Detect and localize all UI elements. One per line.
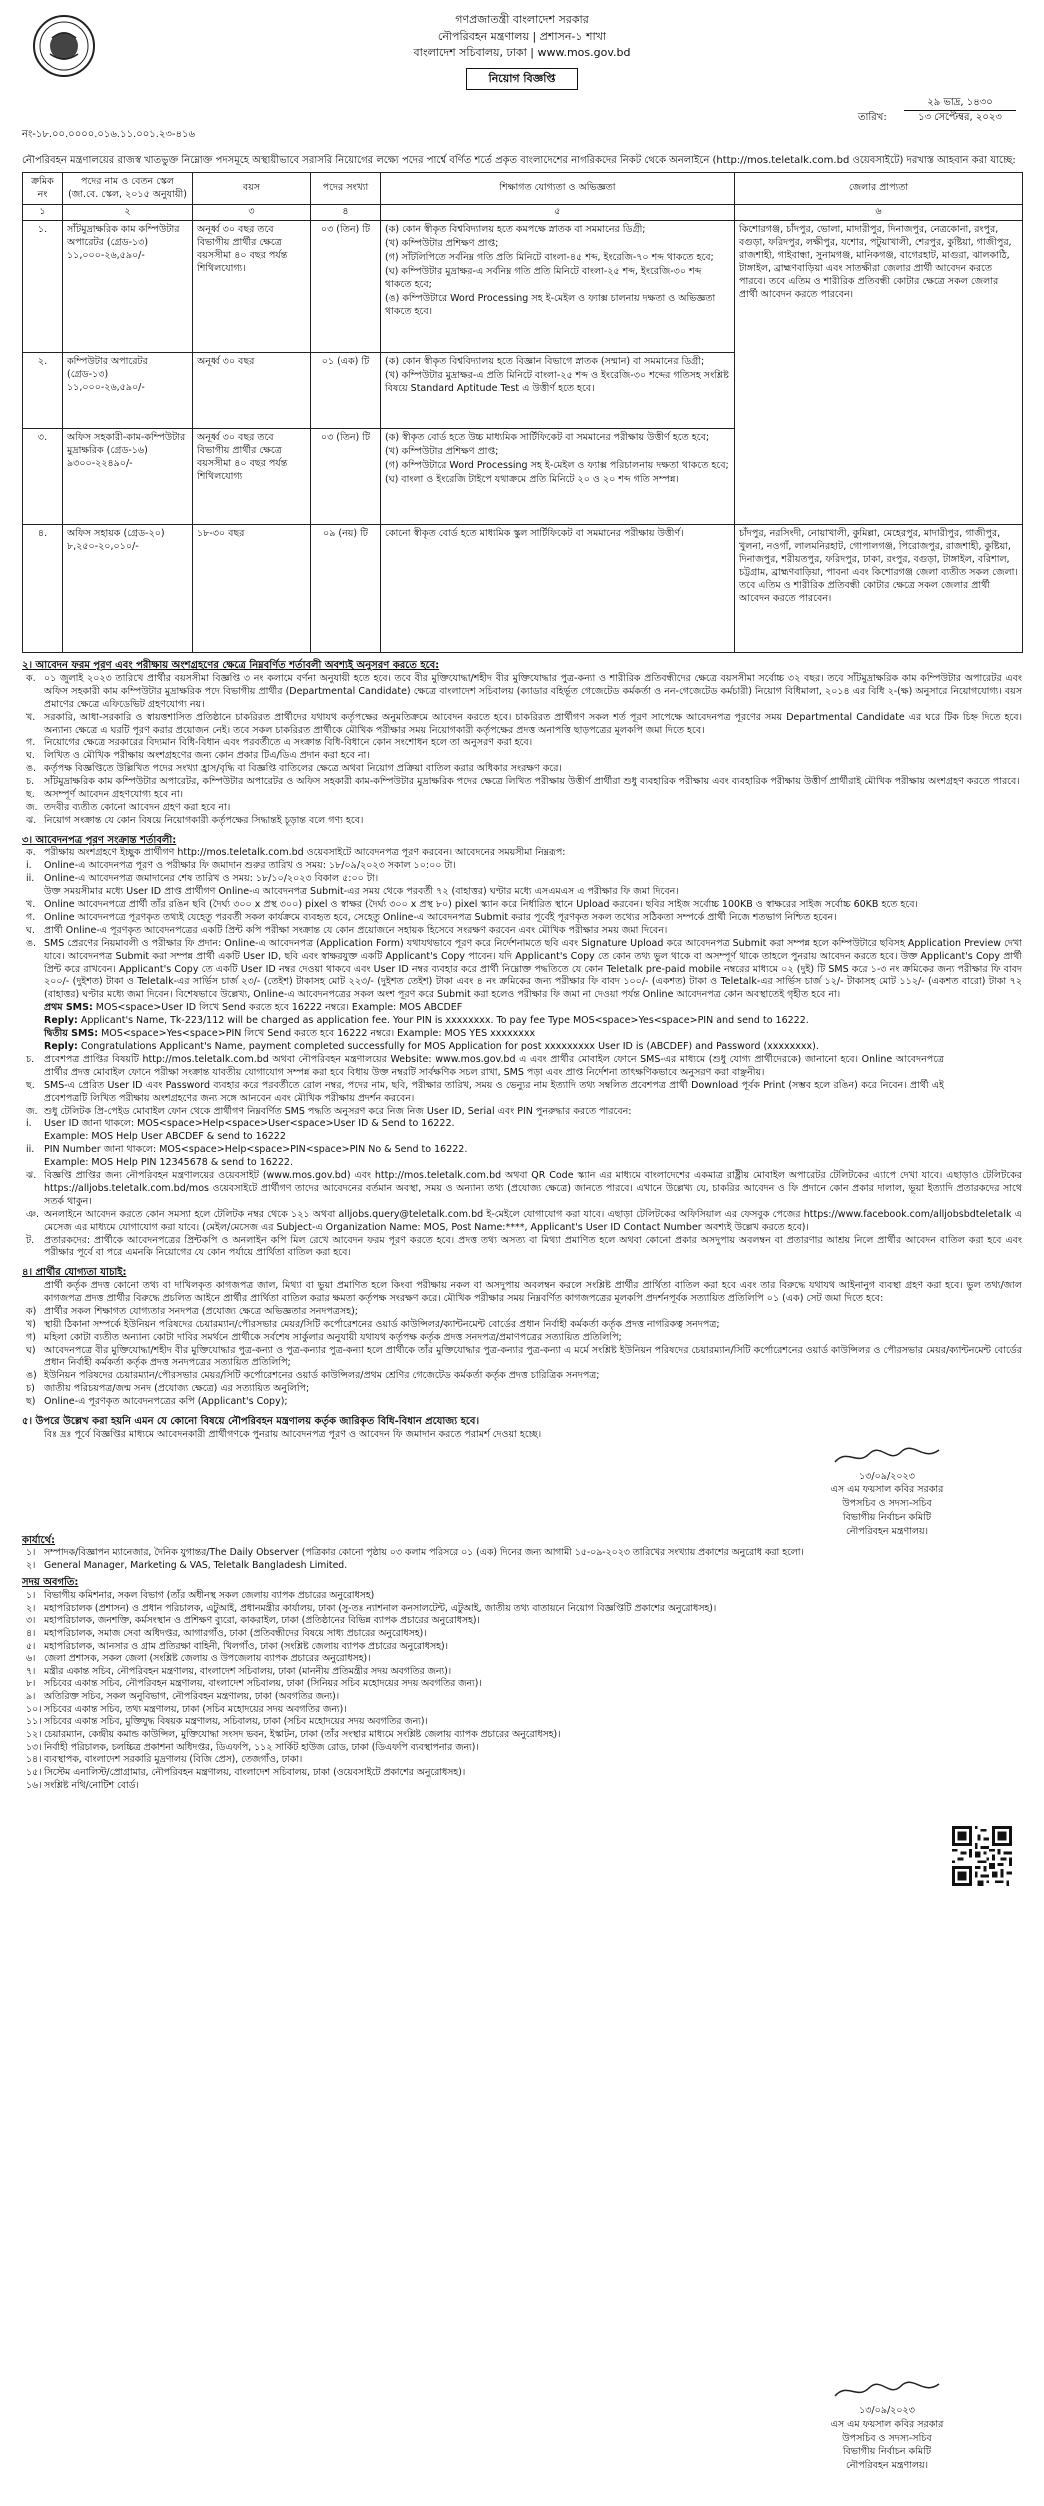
- item-marker: i.: [26, 860, 32, 872]
- signatory-name: এস এম ফয়সাল কবির সরকার: [830, 2418, 944, 2430]
- letterhead: [22, 10, 1022, 152]
- list-item: [22, 1144, 944, 1157]
- item-text: সরকারি, আধা-সরকারি ও স্বায়ত্তশাসিত প্রতিষ্ঠানে চাকরিরত প্রার্থীদের যথাযথ কর্তৃপক্ষের অনুমতিক্রমে আবেদন করতে হবে। চাকরিরত প্রার্থীগণ সকল শর্ত পূরণ সাপেক্ষে আবেদনপত্র পূরণের সময় Departmental Candidate এর ঘরে টিক চিহ্ন দিতে হবে। অন্যান্য ক্ষেত্রে এ ঘরটি পূরণ করার প্রয়োজন নেই। তবে সকল চাকরিরত প্রার্থীকে মৌখিক পরীক্ষার সময় নিয়োগকারী কর্তৃপক্ষের প্রদত্ত অনাপত্তি ছাড়পত্রের মূলকপি জমা দিতে হবে।: [44, 711, 1022, 736]
- item-text: মন্ত্রীর একান্ত সচিব, নৌপরিবহন মন্ত্রণালয়, বাংলাদেশ সচিবালয়, ঢাকা (মাননীয় প্রতিমন্ত্রীর সদয় অবগতির জন্য)।: [44, 1665, 452, 1677]
- row-count: ০১ (এক) টি: [311, 353, 381, 429]
- list-item: [22, 1628, 792, 1641]
- item-text: চেয়ারম্যান, কেন্দ্রীয় কমান্ড কাউন্সিল, মুক্তিযোদ্ধা সংসদ ভবন, ইস্কাটন, ঢাকা (তাঁর সংস্থার মাধ্যমে সংশ্লিষ্ট জেলায় ব্যাপক প্রচারের অনুরোধসহ)।: [44, 1729, 561, 1741]
- item-text: তদবীর ব্যতীত কোনো আবেদন গ্রহণ করা হবে না।: [44, 801, 231, 813]
- sms-label: Reply:: [44, 1015, 78, 1027]
- row-district: কিশোরগঞ্জ, চাঁদপুর, ভোলা, মাদারীপুর, দিনাজপুর, নেত্রকোনা, রংপুর, বগুড়া, ফরিদপুর, লক্ষীপুর, যশোর, পটুয়াখালী, শেরপুর, কুষ্টিয়া, গাজীপুর, রাজশাহী, গাইবান্ধা, সুনামগঞ্জ, মানিকগঞ্জ, বাগেরহাট, মাগুরা, ঝালকাঠি, টাঙ্গাইল, ব্রাহ্মণবাড়িয়া এবং সাতক্ষীরা জেলার প্রার্থী আবেদন করতে পারবে। তবে এতিম ও শারীরিক প্রতিবন্ধী কোটার ক্ষেত্রে সকল জেলার প্রার্থী আবেদন করতে পারবেন।: [735, 221, 1023, 525]
- sms-label: দ্বিতীয় SMS:: [44, 1028, 99, 1040]
- signature-icon: [827, 2378, 947, 2404]
- item-marker: ছ.: [26, 789, 35, 801]
- list-item: [22, 673, 1022, 712]
- section-five: ৫। উপরে উল্লেখ করা হয়নি এমন যে কোনো বিষয়ে নৌপরিবহন মন্ত্রণালয় কর্তৃক জারিকৃত বিধি-বিধান প্রযোজ্য হবে।: [22, 1416, 480, 1428]
- row-count: ০৯ (নয়) টি: [311, 525, 381, 653]
- item-marker: ৯।: [26, 1691, 36, 1703]
- item-text: Online-এ আবেদনপত্র জমাদানের শেষ তারিখ ও সময়: ১৮/১০/২০২৩ বিকাল ৫:০০ টা।: [44, 873, 379, 885]
- list-item: [22, 1235, 1022, 1261]
- notice-title: নিয়োগ বিজ্ঞপ্তি: [466, 68, 579, 91]
- criteria-line: (খ) কম্পিউটার মুদ্রাক্ষর-এ প্রতি মিনিটে বাংলা-২৫ শব্দ ও ইংরেজি-৩০ শব্দের গতিসহ সংশ্লিষ্ট বিষয়ে Standard Aptitude Test এ উত্তীর্ণ হতে হবে।: [385, 370, 729, 395]
- section-eligibility: [22, 1266, 1022, 1441]
- sms-text: MOS<space>User ID লিখে Send করতে হবে 16222 নম্বরে। Example: MOS ABCDEF: [95, 1002, 463, 1014]
- list-item: [22, 1603, 792, 1616]
- row-criteria: [381, 353, 735, 429]
- item-marker: ১৬।: [26, 1779, 42, 1791]
- item-text: অসম্পূর্ণ আবেদন গ্রহণযোগ্য হবে না।: [44, 789, 183, 801]
- signatory-designation: উপসচিব ও সদস্য-সচিব: [842, 2432, 932, 2444]
- item-text: অনলাইনে আবেদন করতে কোন সমস্যা হলে টেলিটক নম্বর থেকে ১২১ অথবা alljobs.query@teletalk.com.bd ই-মেইলে যোগাযোগ করা যাবে। এছাড়া টেলিটকের অফিসিয়াল এর ফেসবুক পেজের https://www.facebook.com/alljobsbdteletalk এ মেসেজ এর মাধ্যমে যোগাযোগ করা যাবে। (মেইল/মেসেজ এর Subject-এ Organization Name: MOS, Post Name:****, Applicant's User ID Contact Number অবশ্যই উল্লেখ করতে হবে)।: [44, 1208, 1022, 1233]
- row-post: কম্পিউটার অপারেটর (গ্রেড-১৩) ১১,০০০-২৬,৫৯০/-: [63, 353, 193, 429]
- item-text: মহাপরিচালক, জনশক্তি, কর্মসংস্থান ও প্রশিক্ষণ ব্যুরো, কাকরাইল, ঢাকা (প্রতিষ্ঠানের বিভিন্ন ব্যাপক প্রচারের অনুরোধসহ)।: [44, 1615, 480, 1627]
- item-marker: ঞ.: [26, 1208, 40, 1220]
- item-text: বিভাগীয় কমিশনার, সকল বিভাগ (তাঁর অধীনস্থ সকল জেলায় ব্যাপক প্রচারের অনুরোধসহ): [44, 1590, 375, 1601]
- distribution-info: [22, 1576, 1022, 1792]
- ministry-name: নৌপরিবহন মন্ত্রণালয় | প্রশাসন-১ শাখা: [437, 29, 607, 43]
- list-item: [22, 1678, 792, 1691]
- list-item: [22, 1306, 1022, 1319]
- list-item: [22, 1729, 792, 1742]
- item-text: ০১ জুলাই ২০২৩ তারিখে প্রার্থীর বয়সসীমা বিজ্ঞপ্তি ৩ নং কলামে বর্ণনা অনুযায়ী হতে হবে। তবে বীর মুক্তিযোদ্ধা/শহীদ বীর মুক্তিযোদ্ধার পুত্র-কন্যা ও শারীরিক প্রতিবন্ধীদের ক্ষেত্রে বয়সসীমা সর্বোচ্চ ৩২ বছর। তবে সাঁটমুদ্রাক্ষরিক কাম কম্পিউটার অপারেটর এবং অফিস সহকারী কাম কম্পিউটার মুদ্রাক্ষরিক পদে বিভাগীয় প্রার্থীর (Departmental Candidate) ক্ষেত্রে বাংলাদেশ সচিবালয় (ক্যাডার বহির্ভূত গেজেটেড কর্মকর্তা ও নন-গেজেটেড কর্মচারী) নিয়োগ বিধিমালা, ২০১৪ এর বিধি ২-(ক্ষ) অনুসারে নিয়োগযোগ্য। বয়স প্রমাণের ক্ষেত্রে এফিডেভিট গ্রহণযোগ্য নয়।: [44, 672, 1022, 710]
- item-text: Online আবেদনপত্রে পূরণকৃত তথ্যই যেহেতু পরবর্তী সকল কার্যক্রমে ব্যবহৃত হবে, সেহেতু Online-এ আবেদনপত্র Submit করার পূর্বেই পূরণকৃত সকল তথ্যের সঠিকতা সম্পর্কে প্রার্থী নিজে শতভাগ নিশ্চিত হবেন।: [44, 911, 837, 923]
- signatory-committee: বিভাগীয় নির্বাচন কমিটি: [842, 2446, 932, 2458]
- column-number: ৩: [193, 205, 311, 221]
- note: [22, 1429, 1022, 1442]
- item-marker: খ): [26, 1318, 36, 1330]
- column-number: ৪: [311, 205, 381, 221]
- criteria-line: (ক) কোন স্বীকৃত বিশ্ববিদ্যালয় হতে কমপক্ষে স্নাতক বা সমমানের ডিগ্রী;: [385, 224, 646, 236]
- sms-text: Applicant's Name, Tk-223/112 will be charged as application fee. Your PIN is xxxxxxxx. To pay fee Type MOS<space>Yes<space>PIN and send to 16222.: [80, 1015, 809, 1027]
- list-item: [22, 1118, 944, 1131]
- sms-instruction: [22, 1015, 1022, 1028]
- list-item: [22, 750, 1022, 763]
- list-item: [22, 899, 1022, 912]
- list-item: [22, 925, 1022, 938]
- list-item: [22, 1396, 1022, 1409]
- column-number: ৫: [381, 205, 735, 221]
- list-item: [22, 1080, 944, 1106]
- date-english: ১৩ সেপ্টেম্বর, ২০২৩: [918, 111, 1002, 123]
- item-marker: ক): [26, 1305, 37, 1317]
- item-text: Online আবেদনপত্রে প্রার্থী তাঁর রঙিন ছবি (দৈর্ঘ্য ৩০০ x প্রস্থ ৩০০) pixel ও স্বাক্ষর (দৈর্ঘ্য ৩০০ x প্রস্থ ৮০) pixel স্ক্যান করে নির্ধারিত স্থানে Upload করবেন। ছবির সাইজ সর্বোচ্চ 100KB ও স্বাক্ষরের সাইজ সর্বোচ্চ 60KB হতে হবে।: [44, 899, 918, 910]
- row-serial: ৩.: [23, 429, 63, 525]
- list-item: [22, 1345, 1022, 1371]
- row-age: ১৮-৩০ বছর: [193, 525, 311, 653]
- row-serial: ৪.: [23, 525, 63, 653]
- item-marker: জ.: [26, 801, 38, 813]
- item-marker: ৮।: [26, 1678, 36, 1690]
- item-marker: ২।: [26, 1602, 36, 1614]
- section-title: ৩। আবেদনপত্র পূরণ সংক্রান্ত শর্তাবলী:: [22, 834, 177, 846]
- item-marker: [22, 1157, 44, 1170]
- list-item: [22, 1170, 1022, 1209]
- item-text: SMS-এ প্রেরিত User ID এবং Password ব্যবহার করে পরবর্তীতে রোল নম্বর, পদের নাম, ছবি, পরীক্ষার তারিখ, সময় ও ভেন্যুর নাম ইত্যাদি তথ্য সম্বলিত প্রবেশপত্র প্রার্থী Download পূর্বক Print (সম্ভব হলে রঙিন) করে নিবেন। প্রার্থী এই প্রবেশপত্রটি লিখিত পরীক্ষায় অংশগ্রহণের জন্য সঙ্গে আনবেন এবং মৌখিক পরীক্ষায় প্রদর্শন করবেন।: [44, 1079, 944, 1104]
- item-marker: ঘ.: [26, 750, 35, 762]
- item-text: প্রার্থী Online-এ পূরণকৃত আবেদনপত্রের একটি প্রিন্ট কপি পরীক্ষা সংক্রান্ত যে কোন প্রয়োজনে সহায়ক হিসেবে সংরক্ষণ করবেন এবং মৌখিক পরীক্ষার সময় জমা দিবেন।: [44, 924, 668, 936]
- item-text: সাঁটমুদ্রাক্ষরিক কাম কম্পিউটার অপারেটর, কম্পিউটার অপারেটর ও অফিস সহকারী কাম-কম্পিউটার মুদ্রাক্ষরিক পদের ক্ষেত্রে লিখিত পরীক্ষায় উত্তীর্ণ প্রার্থীরা শুধু ব্যবহারিক পরীক্ষায় এবং ব্যবহারিক পরীক্ষায় উত্তীর্ণ প্রার্থীরাই মৌখিক পরীক্ষায় অংশগ্রহণ করতে পারবে।: [44, 776, 1020, 788]
- signature-icon: [827, 1444, 947, 1470]
- row-count: ০৩ (তিন) টি: [311, 429, 381, 525]
- item-text: প্রার্থী কর্তৃক প্রদত্ত কোনো তথ্য বা দাখিলকৃত কাগজপত্র জাল, মিথ্যা বা ভুয়া প্রমাণিত হলে কিংবা পরীক্ষায় নকল বা অসদুপায় অবলম্বন করলে সংশ্লিষ্ট প্রার্থীর প্রার্থিতা বাতিল করা হবে এবং তার বিরুদ্ধে যথাযথ আইনানুগ ব্যবস্থা গ্রহণ করা হবে। ভুল তথ্য/জাল কাগজপত্র প্রদত্ত প্রার্থীর বিরুদ্ধে প্রচলিত আইনে প্রার্থীর প্রার্থিতা বাতিল করার ক্ষমতা কর্তৃপক্ষ সংরক্ষণ করে। মৌখিক পরীক্ষার সময় নিম্নবর্ণিত কাগজপত্রের মূলকপি প্রদর্শনপূর্বক সত্যায়িত প্রতিলিপি ০১ (এক) সেট জমা দিতে হবে:: [44, 1279, 1022, 1304]
- date-bangla: ২৯ ভাদ্র, ১৪৩০: [904, 96, 1016, 111]
- column-number: ১: [23, 205, 63, 221]
- item-text: বিজ্ঞপ্তি প্রাপ্তির জন্য নৌপরিবহন মন্ত্রণালয়ের ওয়েবসাইট (www.mos.gov.bd) এবং http://mos.teletalk.com.bd অথবা QR Code স্ক্যান এর মাধ্যমে বাংলাদেশের একমাত্র রাষ্ট্রীয় মোবাইল অপারেটর টেলিটকের এ্যাপে দেখা যাবে। এছাড়াও টেলিটকের https://alljobs.teletalk.com.bd/mos ওয়েবসাইটে প্রার্থীগণ তাদের আবেদনের বর্তমান অবস্থা, সময় ও অন্যান্য তথ্য (প্রযোজ্য ক্ষেত্রে) জানতে পারবে। এখানে উল্লেখ্য যে, চাকরির আবেদন ও ফি প্রদানে কোন প্রকার দালাল, ভূয়া ইত্যাদি প্রতারকদের সাথে সতর্ক থাকুন।: [44, 1170, 1022, 1207]
- qr-code-icon[interactable]: [952, 1826, 1012, 1886]
- list-item: [22, 1754, 792, 1767]
- criteria-line: (ঘ) বাংলা ও ইংরেজি টাইপে যথাক্রমে প্রতি মিনিটে ২০ ও ২০ শব্দ গতি সম্পন্ন।: [385, 474, 679, 486]
- item-marker: খ.: [26, 899, 36, 910]
- list-item: [22, 1780, 792, 1793]
- signature-area-1: [22, 1442, 1022, 1537]
- item-marker: [22, 1131, 44, 1144]
- section-title: ৪। প্রার্থীর যোগ্যতা যাচাই:: [22, 1267, 127, 1279]
- item-marker: গ): [26, 1331, 36, 1343]
- item-text: SMS প্রেরণের নিয়মাবলী ও পরীক্ষার ফি প্রদান: Online-এ আবেদনপত্র (Application Form) যথাযথভাবে পূরণ করে নির্দেশনামতে ছবি এবং Signature Upload করে আবেদনপত্র Submit করা সম্পন্ন হলে কম্পিউটারে ছবিসহ Application Preview দেখা যাবে। আবেদনপত্র Submit করা সম্পন্ন প্রার্থী একটি User ID, ছবি এবং স্বাক্ষরযুক্ত একটি Applicant's Copy পাবেন। যদি Applicant's Copy তে কোন তথ্য ভুল থাকে বা অসম্পূর্ণ থাকে তাহলে পুনরায় আবেদন করতে হবে। উক্ত Applicant's Copy প্রার্থী প্রিন্ট করে রাখবেন। Applicant's Copy তে একটি User ID নম্বর দেওয়া থাকবে এবং User ID নম্বর ব্যবহার করে প্রার্থী নিম্নোক্ত পদ্ধতিতে যে কোন Teletalk pre-paid mobile নম্বরের মাধ্যমে ০২ (দুই) টি SMS করে ১-৩ নং ক্রমিকের জন্য পরীক্ষার ফি বাবদ ২০০/- (দুইশত) টাকা ও Teletalk-এর সার্ভিস চার্জ ২৩/- (তেইশ) টাকাসহ মোট ২২৩/- (দুইশত তেইশ) টাকা এবং ৪ নং ক্রমিকের জন্য পরীক্ষার ফি বাবদ ১০০/- (একশত) টাকা ও Teletalk-এর সার্ভিস চার্জ ১২/- টাকাসহ মোট ১১২/- (একশত বারো) টাকা ৭২ (বাহাত্তর) ঘণ্টার মধ্যে জমা দিবেন। বিশেষভাবে উল্লেখ্য, Online-এ আবেদনপত্রের সকল অংশ পূরণ করে Submit করা হলেও পরীক্ষার ফি জমা না দেওয়া পর্যন্ত Online আবেদনপত্র কোন অবস্থাতেই গৃহীত হবে না।: [44, 937, 1022, 1001]
- item-text: স্থায়ী ঠিকানা সম্পর্কে ইউনিয়ন পরিষদের চেয়ারম্যান/পৌরসভার মেয়র/সিটি কর্পোরেশনের ওয়ার্ড কাউন্সিলর/ক্যান্টনমেন্ট বোর্ডের প্রধান নির্বাহী কর্মকর্তা কর্তৃক প্রদত্ত নাগরিকত্ব সনদপত্র;: [44, 1318, 720, 1330]
- list-item: [22, 1641, 792, 1654]
- list-item: [22, 763, 1022, 776]
- item-text: Example: MOS Help PIN 12345678 & send to 16222.: [44, 1157, 293, 1169]
- document-page: [22, 10, 1022, 2496]
- item-marker: ২।: [26, 1559, 36, 1571]
- list-item: [22, 1742, 792, 1755]
- column-number: ২: [63, 205, 193, 221]
- note-text: বিঃ দ্রঃ পূর্বে বিজ্ঞপ্তির মাধ্যমে আবেদনকারী প্রার্থীগণকে পুনরায় আবেদনপত্র পূরণ ও আবেদন ফি জমাদান করতে পরামর্শ দেওয়া হচ্ছে।: [44, 1428, 542, 1440]
- criteria-line: (গ) কম্পিউটারে Word Processing সহ ই-মেইল ও ফ্যাক্স পরিচালনায় দক্ষতা থাকতে হবে;: [385, 460, 729, 472]
- item-text: জাতীয় পরিচয়পত্র/জন্ম সনদ (প্রযোজ্য ক্ষেত্রে) এর সত্যায়িত অনুলিপি;: [44, 1383, 310, 1395]
- item-text: লিখিত ও মৌখিক পরীক্ষায় অংশগ্রহণের জন্য কোন প্রকার টিএ/ডিএ প্রদান করা হবে না।: [44, 750, 370, 762]
- list-item: [22, 1209, 1022, 1235]
- list-item: [22, 1653, 792, 1666]
- intro-paragraph: নৌপরিবহন মন্ত্রণালয়ের রাজস্ব খাতভুক্ত নিম্নোক্ত পদসমূহে অস্থায়ীভাবে সরাসরি নিয়োগের লক্ষ্যে পদের পার্শ্বে বর্ণিত শর্তে প্রকৃত বাংলাদেশের নাগরিকদের নিকট থেকে অনলাইনে (http://mos.teletalk.com.bd ওয়েবসাইটে) দরখাস্ত আহবান করা যাচ্ছে:: [22, 155, 1016, 166]
- list-item: [22, 1615, 792, 1628]
- signatory-ministry: নৌপরিবহন মন্ত্রণালয়।: [845, 2460, 929, 2472]
- item-text: General Manager, Marketing & VAS, Teletalk Bangladesh Limited.: [44, 1559, 348, 1571]
- item-marker: ১।: [26, 1590, 36, 1601]
- item-text: প্রবেশপত্র প্রাপ্তির বিষয়টি http://mos.teletalk.com.bd অথবা নৌপরিবহন মন্ত্রণালয়ের Website: www.mos.gov.bd এ এবং প্রার্থীর মোবাইল ফোনে SMS-এর মাধ্যমে (শুধু যোগ্য প্রার্থীদেরকে) জানানো হবে। Online আবেদনপত্রে প্রার্থীর প্রদত্ত মোবাইল ফোনে পরীক্ষা সংক্রান্ত যাবতীয় যোগাযোগ সম্পন্ন করা হবে বিধায় উক্ত নম্বরটি সার্বক্ষণিক সচল রাখা, SMS পড়া এবং প্রাপ্ত নির্দেশনা তাৎক্ষণিকভাবে অনুসরণ করা বাঞ্ছনীয়।: [44, 1053, 944, 1078]
- row-age: অনূর্ধ্ব ৩০ বছর: [193, 353, 311, 429]
- row-post: অফিস সহায়ক (গ্রেড-২০) ৮,২৫০-২০,০১০/-: [63, 525, 193, 653]
- item-text: সম্পাদক/বিজ্ঞাপন ম্যানেজার, দৈনিক যুগান্তর/The Daily Observer (পত্রিকার কোনো পৃষ্ঠায় ০৩ কলাম পরিসরে ০১ (এক) দিনের জন্য আগামী ১৫-০৯-২০২৩ তারিখের সংখ্যায় প্রকাশের অনুরোধ করা হলো।: [44, 1547, 804, 1559]
- criteria-line: (গ) সাঁটলিপিতে সর্বনিম্ন গতি প্রতি মিনিটে বাংলা-৪৫ শব্দ, ইংরেজি-৭০ শব্দ থাকতে হবে;: [385, 252, 714, 264]
- item-marker: ৫।: [26, 1640, 36, 1652]
- item-marker: ঙ.: [26, 763, 36, 775]
- government-seal-icon: [32, 14, 96, 78]
- list-item: [22, 938, 1022, 1003]
- item-marker: ৭।: [26, 1665, 36, 1677]
- item-text: Online-এ পূরণকৃত আবেদনপত্রের কপি (Applicant's Copy);: [44, 1396, 288, 1408]
- signatory-name: এস এম ফয়সাল কবির সরকার: [830, 1484, 944, 1496]
- sms-instruction: [22, 1002, 1022, 1015]
- item-text: কর্তৃপক্ষ বিজ্ঞপ্তিতে উল্লিখিত পদের সংখ্যা হ্রাস/বৃদ্ধি বা বিজ্ঞপ্তি বাতিলের ক্ষেত্রে অথবা নিয়োগ প্রক্রিয়া বাতিল করার অধিকার সংরক্ষণ করে।: [44, 763, 562, 775]
- row-serial: ১.: [23, 221, 63, 353]
- signature-date: ১৩/০৯/২০২৩: [859, 2405, 915, 2416]
- list-item: [22, 1767, 792, 1780]
- row-post: সাঁটমুদ্রাক্ষরিক কাম কম্পিউটার অপারেটর (গ্রেড-১৩) ১১,০০০-২৬,৫৯০/-: [63, 221, 193, 353]
- sms-text: MOS<space>Yes<space>PIN লিখে Send করতে হবে 16222 নম্বরে। Example: MOS YES xxxxxxxx: [101, 1028, 536, 1040]
- list-item: [22, 847, 1022, 860]
- criteria-line: কোনো স্বীকৃত বোর্ড হতে মাধ্যমিক স্কুল সার্টিফিকেট বা সমমানের পরীক্ষায় উত্তীর্ণ।: [385, 528, 684, 540]
- posts-table: [22, 172, 1023, 654]
- item-marker: ট.: [26, 1234, 35, 1246]
- header-count: পদের সংখ্যা: [311, 172, 381, 205]
- criteria-line: (ঘ) কম্পিউটার মুদ্রাক্ষর-এ সর্বনিম্ন গতি প্রতি মিনিটে বাংলা-২৫ শব্দ, ইংরেজি-৩০ শব্দ থাকতে হবে;: [385, 266, 702, 290]
- list-item: [22, 912, 1022, 925]
- item-text: অতিরিক্ত সচিব, সকল অনুবিভাগ, নৌপরিবহন মন্ত্রণালয়, ঢাকা (অবগতির জন্য)।: [44, 1691, 340, 1703]
- item-marker: ১১।: [26, 1716, 42, 1728]
- memo-number: নং-১৮.০০.০০০০.০১৬.১১.০০১.২৩-৪১৬: [22, 129, 195, 140]
- row-criteria: [381, 429, 735, 525]
- column-number: ৬: [735, 205, 1023, 221]
- date-block: [858, 96, 1016, 124]
- item-text: পরীক্ষায় অংশগ্রহণে ইচ্ছুক প্রার্থীগণ http://mos.teletalk.com.bd ওয়েবসাইটে আবেদনপত্র পূরণ করবেন। আবেদনের সময়সীমা নিম্নরূপ:: [44, 847, 566, 859]
- item-marker: ৬।: [26, 1653, 36, 1665]
- list-item: [22, 1383, 1022, 1396]
- item-marker: ii.: [26, 873, 35, 885]
- item-text: Online-এ আবেদনপত্র পূরণ ও পরীক্ষার ফি জমাদান শুরুর তারিখ ও সময়: ১৮/০৯/২০২৩ সকাল ১০:০০ টা।: [44, 860, 456, 872]
- item-text: PIN Number জানা থাকলে: MOS<space>Help<space>PIN<space>PIN No & Send to 16222.: [44, 1144, 468, 1156]
- list-item: [22, 815, 1022, 828]
- item-text: মহিলা কোটা ব্যতীত অন্যান্য কোটা দাবির সমর্থনে প্রার্থীকে সর্বশেষ সার্কুলার অনুযায়ী যথাযথ কর্তৃপক্ষ কর্তৃক প্রদত্ত সনদপত্র/প্রমাণপত্রের সত্যায়িত প্রতিলিপি;: [44, 1331, 622, 1343]
- list-item: [22, 1666, 792, 1679]
- item-marker: জ.: [26, 1105, 38, 1117]
- item-marker: [22, 886, 44, 899]
- item-text: জেলা প্রশাসক, সকল জেলা (সংশ্লিষ্ট জেলায় ও উপজেলায় ব্যাপক প্রচারের অনুরোধসহ)।: [44, 1653, 371, 1665]
- list-item: [22, 1319, 1022, 1332]
- item-text: আবেদনপত্রে বীর মুক্তিযোদ্ধা/শহীদ বীর মুক্তিযোদ্ধার পুত্র-কন্যা ও পুত্র-কন্যার পুত্র-কন্যা হলে প্রার্থীকে তাঁর মুক্তিযোদ্ধার পুত্র-কন্যার পুত্র-কন্যা এ মর্মে সংশ্লিষ্ট ইউনিয়ন পরিষদের চেয়ারম্যান/সিটি কর্পোরেশনের ওয়ার্ড কাউন্সিলর ও পৌরসভার মেয়র/ক্যান্টনমেন্ট বোর্ডের প্রধান নির্বাহী কর্মকর্তা কর্তৃক প্রদত্ত সনদপত্রের সত্যায়িত প্রতিলিপি;: [44, 1344, 1022, 1369]
- row-count: ০৩ (তিন) টি: [311, 221, 381, 353]
- item-text: মহাপরিচালক (প্রশাসন) ও প্রধান পরিচালক, এটুআই, প্রধানমন্ত্রীর কার্যালয়, ঢাকা (সু-তঃ ন্যাশনাল কনসালটেন্ট, এটুআই, জাতীয় তথ্য বাতায়নে নিয়োগ বিজ্ঞপ্তিটি প্রকাশের অনুরোধসহ)।: [44, 1602, 717, 1614]
- sms-instruction: [22, 1041, 1022, 1054]
- item-marker: ১৩।: [26, 1741, 42, 1753]
- item-marker: ছ.: [26, 1079, 35, 1091]
- item-text: নির্বাহী পরিচালক, চলচ্চিত্র প্রকাশনা অধিদপ্তর, ডিএফপি, ১১২ সার্কিট হাউজ রোড, ঢাকা (ডিএফপি ব্যবস্থাপনার জন্য)।: [44, 1741, 479, 1753]
- item-marker: ১০।: [26, 1703, 42, 1715]
- item-text: প্রতারকদের: প্রার্থীকে আবেদনপত্রের প্রিন্টকপি ও অনলাইন কপি মিল রেখে আবেদন ফরম পূরণ করতে হবে। প্রদত্ত তথ্য অসত্য বা মিথ্যা প্রমাণিত হলে অথবা কোনো প্রকার অসদুপায় অবলম্বন বা প্রতারণার আশ্রয় নিলে প্রার্থীর আবেদন বাতিল করা হবে এবং পরীক্ষার পূর্বে বা পরে এমনকি নিয়োগের যে কোন পর্যায়ে প্রার্থিতা বাতিল করা হবে।: [44, 1234, 1022, 1259]
- item-marker: ঘ.: [26, 924, 35, 936]
- signature-block-2: [792, 2378, 982, 2473]
- item-marker: ৩।: [26, 1615, 36, 1627]
- item-marker: ক.: [26, 672, 36, 684]
- criteria-line: (ঙ) কম্পিউটারে Word Processing সহ ই-মেইল ও ফ্যাক্স চালনায় দক্ষতা ও অভিজ্ঞতা থাকতে হবে।: [385, 292, 716, 317]
- ministry-address: বাংলাদেশ সচিবালয়, ঢাকা | www.mos.gov.bd: [413, 46, 631, 59]
- list-item: [22, 1131, 944, 1144]
- item-text: ব্যবস্থাপক, বাংলাদেশ সরকারি মুদ্রণালয় (বিজি প্রেস), তেজগাঁও, ঢাকা।: [44, 1754, 303, 1766]
- item-text: প্রার্থীর সকল শিক্ষাগত যোগ্যতার সনদপত্র (প্রযোজ্য ক্ষেত্রে অভিজ্ঞতার সনদপত্রসহ);: [44, 1305, 358, 1317]
- row-age: অনূর্ধ্ব ৩০ বছর তবে বিভাগীয় প্রার্থীর ক্ষেত্রে বয়সসীমা ৪০ বছর পর্যন্ত শিথিলযোগ্য।: [193, 221, 311, 353]
- item-marker: ii.: [26, 1144, 35, 1156]
- item-marker: ঙ): [26, 1370, 37, 1382]
- item-text: সচিবের একান্ত সচিব, নৌপরিবহন মন্ত্রণালয়, বাংলাদেশ সচিবালয়, ঢাকা (সিনিয়র সচিব মহোদয়ের সদয় অবগতির জন্য)।: [44, 1678, 482, 1690]
- item-text: সচিবের একান্ত সচিব, মুক্তিযুদ্ধ বিষয়ক মন্ত্রণালয়, সচিবালয়, ঢাকা (সচিব মহোদয়ের সদয় অবগতির জন্য)।: [44, 1716, 428, 1728]
- item-marker: ৪।: [26, 1627, 36, 1639]
- item-marker: i.: [26, 1118, 32, 1130]
- list-item: [22, 1332, 1022, 1345]
- table-header-row: [23, 172, 1023, 205]
- list-item: [22, 802, 1022, 815]
- criteria-line: (খ) কম্পিউটার প্রশিক্ষণ প্রাপ্ত;: [385, 238, 499, 250]
- item-marker: ১।: [26, 1547, 36, 1559]
- item-marker: ঙ.: [26, 937, 36, 949]
- item-marker: ঘ): [26, 1344, 36, 1356]
- sms-label: Reply:: [44, 1040, 78, 1052]
- criteria-line: (খ) কম্পিউটার প্রশিক্ষণ প্রাপ্ত;: [385, 446, 499, 458]
- item-marker: ক.: [26, 847, 36, 859]
- item-marker: ছ): [26, 1396, 36, 1408]
- list-item: [22, 1157, 944, 1170]
- signatory-ministry: নৌপরিবহন মন্ত্রণালয়।: [845, 1525, 929, 1537]
- signatory-designation: উপসচিব ও সদস্য-সচিব: [842, 1498, 932, 1510]
- list-item: [22, 776, 1022, 789]
- list-item: [22, 1547, 1022, 1560]
- list-item: [22, 1560, 1022, 1573]
- sms-instruction: [22, 1028, 1022, 1041]
- section-application-conditions: [22, 659, 1022, 827]
- list-item: [22, 1054, 944, 1080]
- list-item: [22, 1590, 792, 1603]
- row-post: অফিস সহকারী-কাম-কম্পিউটার মুদ্রাক্ষরিক (গ্রেড-১৬) ৯৩০০-২২৪৯০/-: [63, 429, 193, 525]
- row-serial: ২.: [23, 353, 63, 429]
- row-criteria: [381, 221, 735, 353]
- criteria-line: (ক) কোন স্বীকৃত বিশ্ববিদ্যালয় হতে বিজ্ঞান বিভাগে স্নাতক (সম্মান) বা সমমানের ডিগ্রী;: [385, 356, 705, 368]
- item-text: সিস্টেম এনালিস্ট/প্রোগ্রামার, নৌপরিবহন মন্ত্রণালয়, বাংলাদেশ সচিবালয়, ঢাকা (ওয়েবসাইটে প্রকাশের অনুরোধসহ)।: [44, 1766, 466, 1778]
- list-item: [22, 1106, 944, 1119]
- list-item: [22, 1716, 792, 1729]
- item-marker: ১৪।: [26, 1754, 42, 1766]
- row-criteria: [381, 525, 735, 653]
- item-marker: গ.: [26, 737, 36, 749]
- item-text: ইউনিয়ন পরিষদের চেয়ারম্যান/পৌরসভার মেয়র/সিটি কর্পোরেশনের ওয়ার্ড কাউন্সিলর/প্রথম শ্রেণির গেজেটেড কর্মকর্তা কর্তৃক প্রদত্ত চারিত্রিক সনদপত্র;: [44, 1370, 600, 1382]
- row-age: অনূর্ধ্ব ৩০ বছর তবে বিভাগীয় প্রার্থীর ক্ষেত্রে বয়সসীমা ৪০ বছর পর্যন্ত শিথিলযোগ্য: [193, 429, 311, 525]
- item-text: সংশ্লিষ্ট নথি/নোটিশ বোর্ড।: [44, 1779, 139, 1791]
- criteria-line: (ক) স্বীকৃত বোর্ড হতে উচ্চ মাধ্যমিক সার্টিফিকেট বা সমমানের পরীক্ষায় উত্তীর্ণ হতে হবে;: [385, 432, 710, 444]
- list-item: [22, 1691, 792, 1704]
- item-marker: ঝ.: [26, 814, 37, 826]
- list-item: [22, 1370, 1022, 1383]
- list-item: [22, 737, 1022, 750]
- item-text: উক্ত সময়সীমার মধ্যে User ID প্রাপ্ত প্রার্থীগণ Online-এ আবেদনপত্র Submit-এর সময় থেকে পরবর্তী ৭২ (বাহাত্তর) ঘণ্টার মধ্যে এসএমএস এ পরীক্ষার ফি জমা দিবেন।: [44, 886, 679, 898]
- item-marker: ঝ.: [26, 1170, 37, 1182]
- header-post: পদের নাম ও বেতন স্কেল (জা.বে. স্কেল, ২০১৫ অনুযায়ী): [63, 172, 193, 205]
- item-marker: চ.: [26, 1053, 35, 1065]
- item-text: Example: MOS Help User ABCDEF & send to 16222: [44, 1131, 286, 1143]
- item-text: মহাপরিচালক, সমাজ সেবা অধিদপ্তর, আগারগাঁও, ঢাকা (প্রতিবন্ধীদের বিষয়ে সাধ্য প্রচারের অনুরোধসহ)।: [44, 1627, 427, 1639]
- sms-label: প্রথম SMS:: [44, 1002, 93, 1014]
- item-marker: ১৫।: [26, 1766, 42, 1778]
- item-text: User ID জানা থাকলে: MOS<space>Help<space>User<space>User ID & Send to 16222.: [44, 1118, 455, 1130]
- header-serial: ক্রমিক নং: [23, 172, 63, 205]
- list-item: [22, 789, 1022, 802]
- government-name: গণপ্রজাতন্ত্রী বাংলাদেশ সরকার: [455, 13, 589, 26]
- item-text: মহাপরিচালক, আনসার ও গ্রাম প্রতিরক্ষা বাহিনী, খিলগাঁও, ঢাকা (সংশ্লিষ্ট জেলায় ব্যাপক প্রচারের অনুরোধসহ)।: [44, 1640, 448, 1652]
- item-text: শুধু টেলিটক প্রি-পেইড মোবাইল ফোন থেকে প্রার্থীগণ নিম্নবর্ণিত SMS পদ্ধতি অনুসরণ করে নিজ নিজ User ID, Serial এবং PIN পুনরুদ্ধার করতে পারবেন:: [44, 1105, 632, 1117]
- list-item: [22, 1704, 792, 1717]
- item-text: নিয়োগের ক্ষেত্রে সরকারের বিদ্যমান বিধি-বিধান এবং পরবর্তীতে এ সংক্রান্ত বিধি-বিধানে কোন সংশোধন হলে তা অনুসরণ করা হবে।: [44, 737, 533, 749]
- item-text: নিয়োগ সংক্রান্ত যে কোন বিষয়ে নিয়োগকারী কর্তৃপক্ষের সিদ্ধান্তই চূড়ান্ত বলে গণ্য হবে।: [44, 814, 364, 826]
- header-district: জেলার প্রাপ্যতা: [735, 172, 1023, 205]
- table-row: [23, 525, 1023, 653]
- signature-date: ১৩/০৯/২০২৩: [859, 1470, 915, 1482]
- item-marker: ১২।: [26, 1729, 42, 1741]
- list-item: [22, 860, 1022, 873]
- row-district: চাঁদপুর, নরসিংদী, নোয়াখালী, কুমিল্লা, মেহেরপুর, মাদারীপুর, গাজীপুর, খুলনা, নওগাঁ, লালমনিরহাট, গোপালগঞ্জ, পিরোজপুর, রাজশাহী, কুষ্টিয়া, দিনাজপুর, শরীয়তপুর, ফরিদপুর, ঢাকা, রংপুর, বগুড়া, টাঙ্গাইল, বরিশাল, চট্টগ্রাম, ব্রাহ্মণবাড়িয়া, পাবনা এবং কিশোরগঞ্জ জেলা ব্যতীত সকল জেলা। তবে এতিম ও শারীরিক প্রতিবন্ধী কোটার ক্ষেত্রে সকল জেলার প্রার্থী আবেদন করতে পারবেন।: [735, 525, 1023, 653]
- item-marker: গ.: [26, 911, 36, 923]
- signature-block: [792, 1444, 982, 1539]
- list-item: [22, 873, 1022, 886]
- list-item: [22, 712, 1022, 738]
- item-marker: খ.: [26, 711, 36, 723]
- item-text: সচিবের একান্ত সচিব, তথ্য মন্ত্রণালয়, ঢাকা (সচিব মহোদয়ের সদয় অবগতির জন্য)।: [44, 1703, 347, 1715]
- sms-text: Congratulations Applicant's Name, payment completed successfully for MOS Application for post xxxxxxxxx User ID is (ABCDEF) and Password (xxxxxxxx).: [80, 1040, 819, 1052]
- column-number-row: [23, 205, 1023, 221]
- info-title: সদয় অবগতি:: [22, 1577, 79, 1589]
- section-continued: [22, 1054, 1022, 1170]
- item-marker: চ): [26, 1383, 35, 1395]
- date-label: তারিখ:: [858, 111, 887, 123]
- header-criteria: শিক্ষাগত যোগ্যতা ও অভিজ্ঞতা: [381, 172, 735, 205]
- distribution-actions: [22, 1534, 1022, 1573]
- actions-title: কার্যার্থে:: [22, 1534, 56, 1546]
- section-online-application: [22, 834, 1022, 1261]
- signatory-committee: বিভাগীয় নির্বাচন কমিটি: [842, 1511, 932, 1523]
- section-title: ২। আবেদন ফরম পূরণ এবং পরীক্ষায় অংশগ্রহণের ক্ষেত্রে নিম্নবর্ণিত শর্তাবলী অবশ্যই অনুসরণ করতে হবে:: [22, 660, 440, 672]
- header-age: বয়স: [193, 172, 311, 205]
- item-marker: চ.: [26, 776, 35, 788]
- table-row: [23, 221, 1023, 353]
- list-item: [22, 1280, 1022, 1306]
- list-item: [22, 886, 1022, 899]
